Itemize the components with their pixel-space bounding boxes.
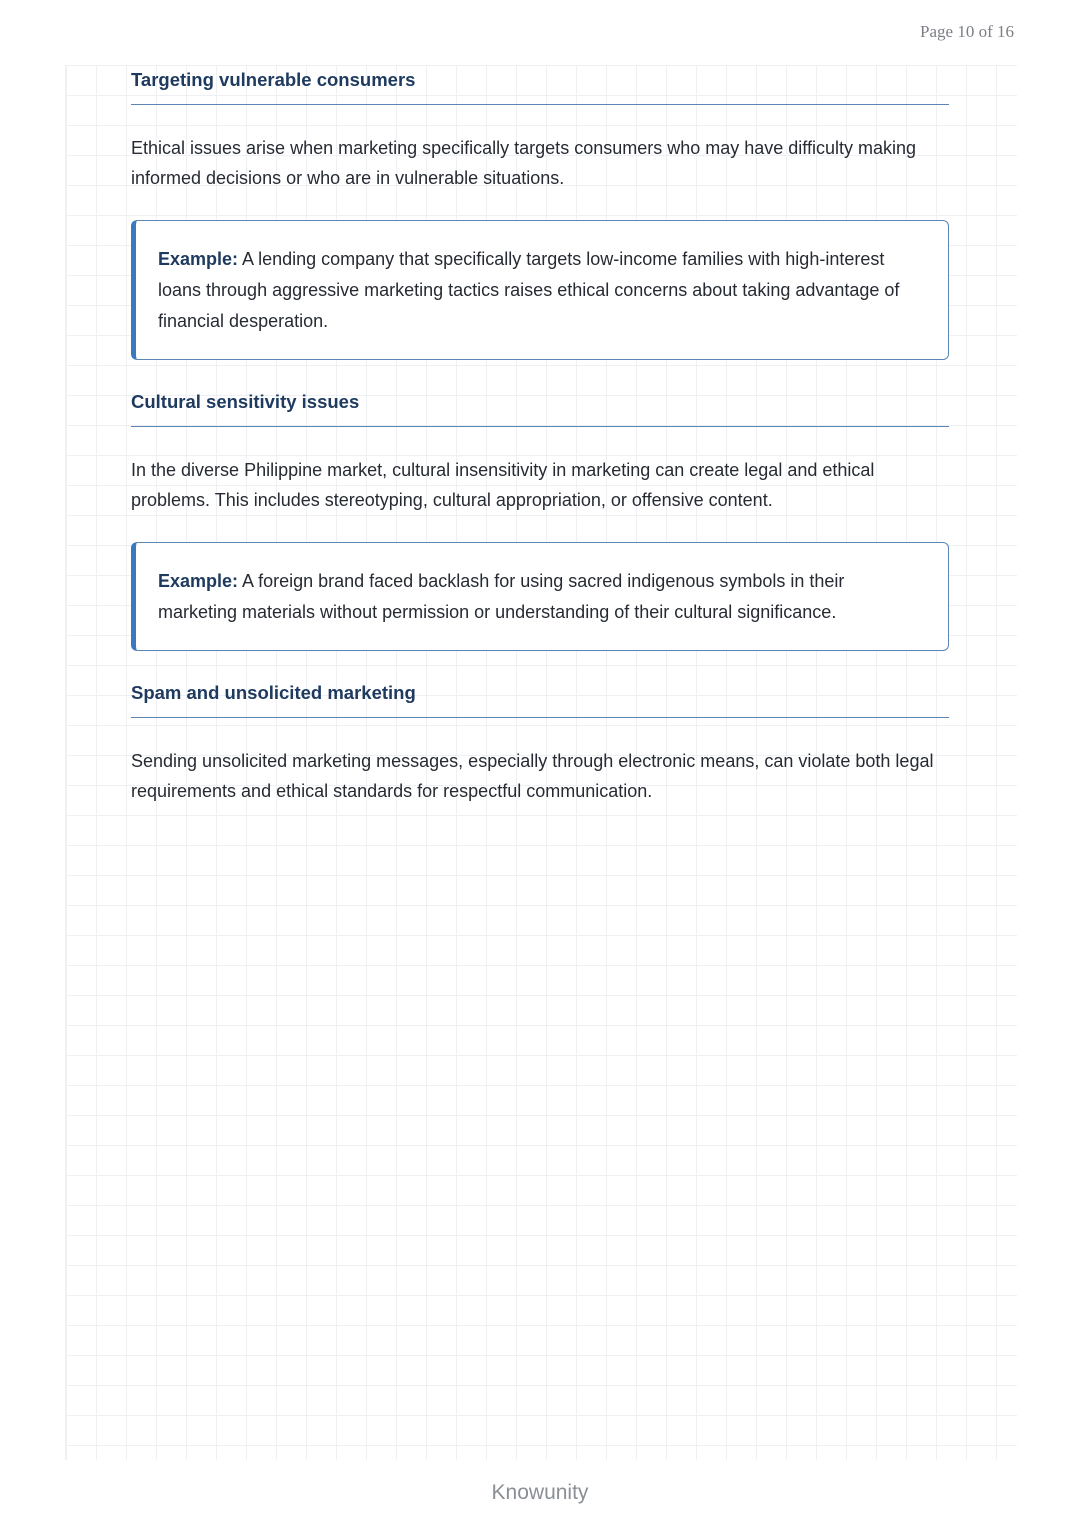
example-box: [131, 542, 949, 651]
page-content: [131, 66, 949, 806]
example-label: Example:: [158, 249, 239, 269]
example-text: A foreign brand faced backlash for using sacred indigenous symbols in their marketing materials without permission or understanding of their cultural significance.: [158, 571, 845, 622]
example-label: Example:: [158, 571, 239, 591]
section-title: Targeting vulnerable consumers: [131, 66, 949, 105]
section-paragraph: Sending unsolicited marketing messages, especially through electronic means, can violate both legal requirements and ethical standards for respectful communication.: [131, 751, 934, 801]
example-box: [131, 220, 949, 360]
section-targeting-vulnerable-consumers: [131, 66, 949, 360]
page-number: Page 10 of 16: [920, 22, 1014, 41]
section-title: Cultural sensitivity issues: [131, 388, 949, 427]
section-cultural-sensitivity-issues: [131, 388, 949, 651]
section-title: Spam and unsolicited marketing: [131, 679, 949, 718]
section-paragraph: In the diverse Philippine market, cultural insensitivity in marketing can create legal and ethical problems. This includes stereotyping, cultural appropriation, or offensive content.: [131, 460, 875, 510]
section-spam-and-unsolicited-marketing: [131, 679, 949, 806]
section-paragraph: Ethical issues arise when marketing specifically targets consumers who may have difficulty making informed decisions or who are in vulnerable situations.: [131, 138, 917, 188]
example-text: A lending company that specifically targets low-income families with high-interest loans through aggressive marketing tactics raises ethical concerns about taking advantage of financial desperation.: [158, 249, 900, 331]
footer-brand: Knowunity: [491, 1481, 589, 1504]
